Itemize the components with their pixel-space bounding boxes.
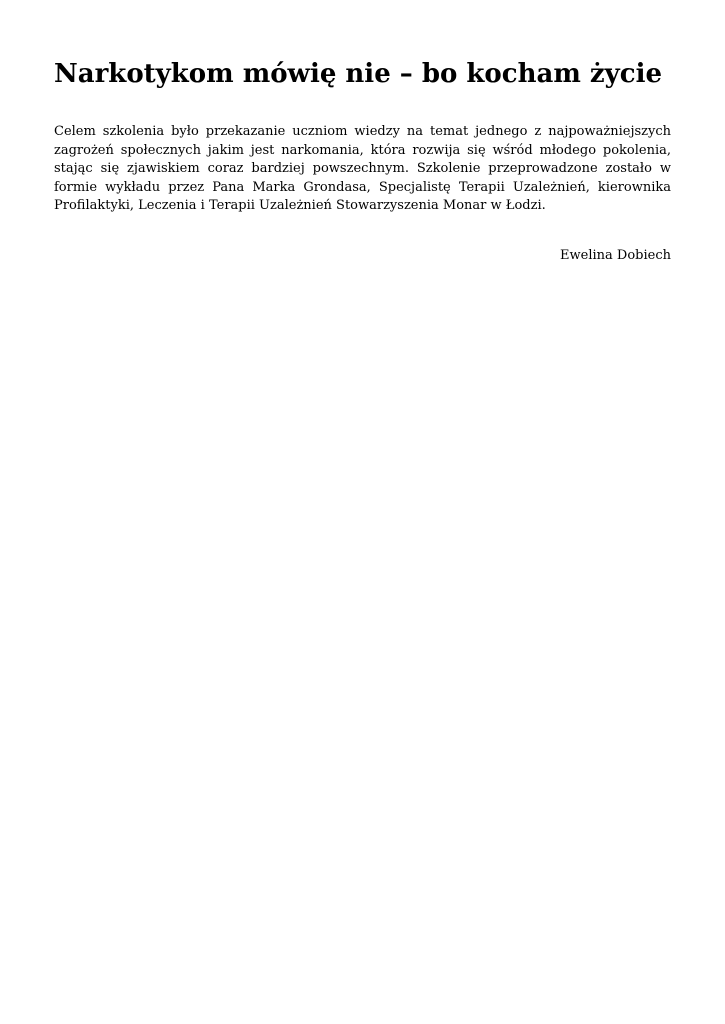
- article-title: Narkotykom mówię nie – bo kocham życie: [54, 59, 663, 89]
- article-author: Ewelina Dobiech: [560, 247, 671, 263]
- article-body: Celem szkolenia było przekazanie uczniom wiedzy na temat jednego z najpoważniejszych zagrożeń społecznych jakim jest narkomania, która rozwija się wśród młodego pokolenia, stając się zjawiskiem coraz bardziej powszechnym. Szkolenie przeprowadzone zostało w formie wykładu przez Pana Marka Grondasa, Specjalistę Terapii Uzależnień, kierownika Profilaktyki, Leczenia i Terapii Uzależnień Stowarzyszenia Monar w Łodzi.: [54, 124, 671, 213]
